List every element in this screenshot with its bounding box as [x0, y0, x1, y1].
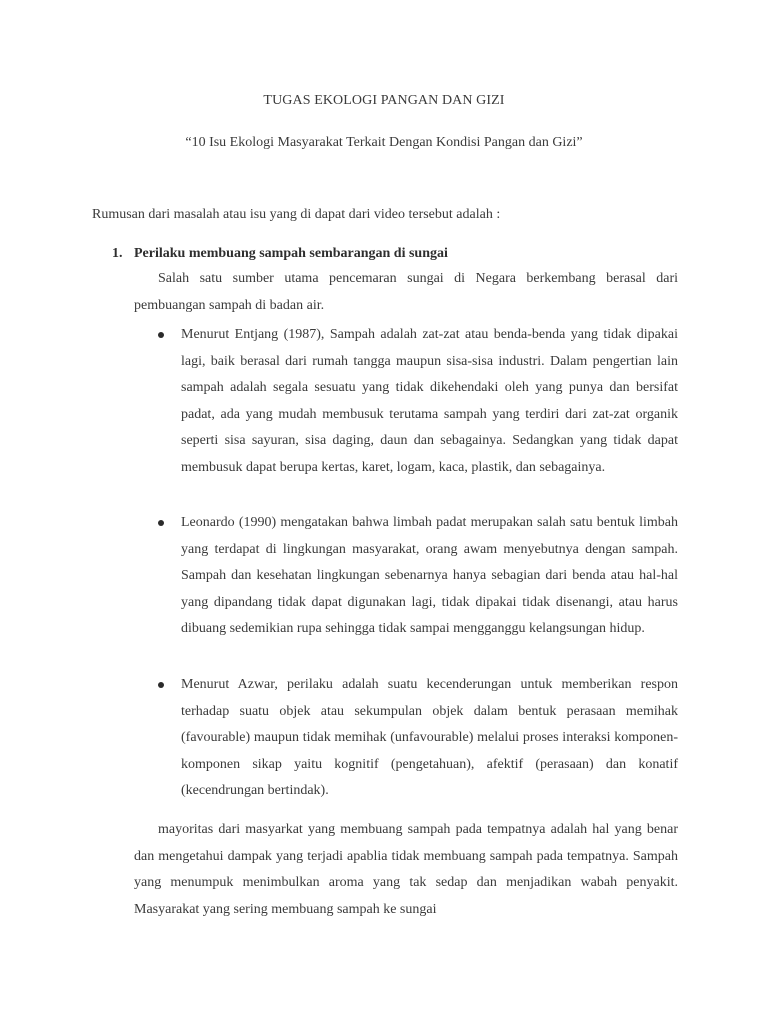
bullet-item — [181, 510, 678, 643]
closing-paragraph: mayoritas dari masyarkat yang membuang sampah pada tempatnya adalah hal yang benar dan mengetahui dampak yang terjadi apablia tidak membuang sampah pada tempatnya. Sampah yang menumpuk menimbulkan aroma yang tak sedap dan menjadikan wabah penyakit. Masyarakat yang sering membuang sampah ke sungai — [134, 822, 678, 917]
section-heading-text: Perilaku membuang sampah sembarangan di sungai — [134, 246, 448, 261]
section-paragraph: Salah satu sumber utama pencemaran sungai di Negara berkembang berasal dari pembuangan sampah di badan air. — [134, 271, 678, 313]
bullet-dot-icon — [158, 520, 164, 526]
document-subtitle: “10 Isu Ekologi Masyarakat Terkait Dengan Kondisi Pangan dan Gizi” — [185, 135, 583, 150]
section-number: 1. — [112, 246, 123, 261]
bullet-dot-icon — [158, 682, 164, 688]
intro-text: Rumusan dari masalah atau isu yang di dapat dari video tersebut adalah : — [92, 207, 501, 222]
bullet-text: Menurut Entjang (1987), Sampah adalah zat-zat atau benda-benda yang tidak dipakai lagi, baik berasal dari rumah tangga maupun sisa-sisa industri. Dalam pengertian lain sampah adalah segala sesuatu yang tidak dikehendaki oleh yang punya dan bersifat padat, ada yang mudah membusuk terutama sampah yang terdiri dari zat-zat organik seperti sisa sayuran, sisa daging, daun dan sebagainya. Sedangkan yang tidak dapat membusuk dapat berupa kertas, karet, logam, kaca, plastik, dan sebagainya. — [181, 327, 678, 475]
bullet-dot-icon — [158, 332, 164, 338]
bullet-text: Menurut Azwar, perilaku adalah suatu kecenderungan untuk memberikan respon terhadap suatu objek atau sekumpulan objek dalam bentuk perasaan memihak (favourable) maupun tidak memihak (unfavourable) melalui proses interaksi komponen-komponen sikap yaitu kognitif (pengetahuan), afektif (perasaan) dan konatif (kecendrungan bertindak). — [181, 677, 678, 798]
bullet-text: Leonardo (1990) mengatakan bahwa limbah padat merupakan salah satu bentuk limbah yang terdapat di lingkungan masyarakat, orang awam menyebutnya dengan sampah. Sampah dan kesehatan lingkungan sebenarnya hanya sebagian dari benda atau hal-hal yang dipandang tidak dapat digunakan lagi, tidak dipakai tidak disenangi, atau harus dibuang sedemikian rupa sehingga tidak sampai mengganggu kelangsungan hidup. — [181, 515, 678, 636]
bullet-item — [181, 672, 678, 805]
document-title: TUGAS EKOLOGI PANGAN DAN GIZI — [263, 93, 505, 108]
bullet-item — [181, 322, 678, 481]
section-heading — [112, 246, 448, 262]
